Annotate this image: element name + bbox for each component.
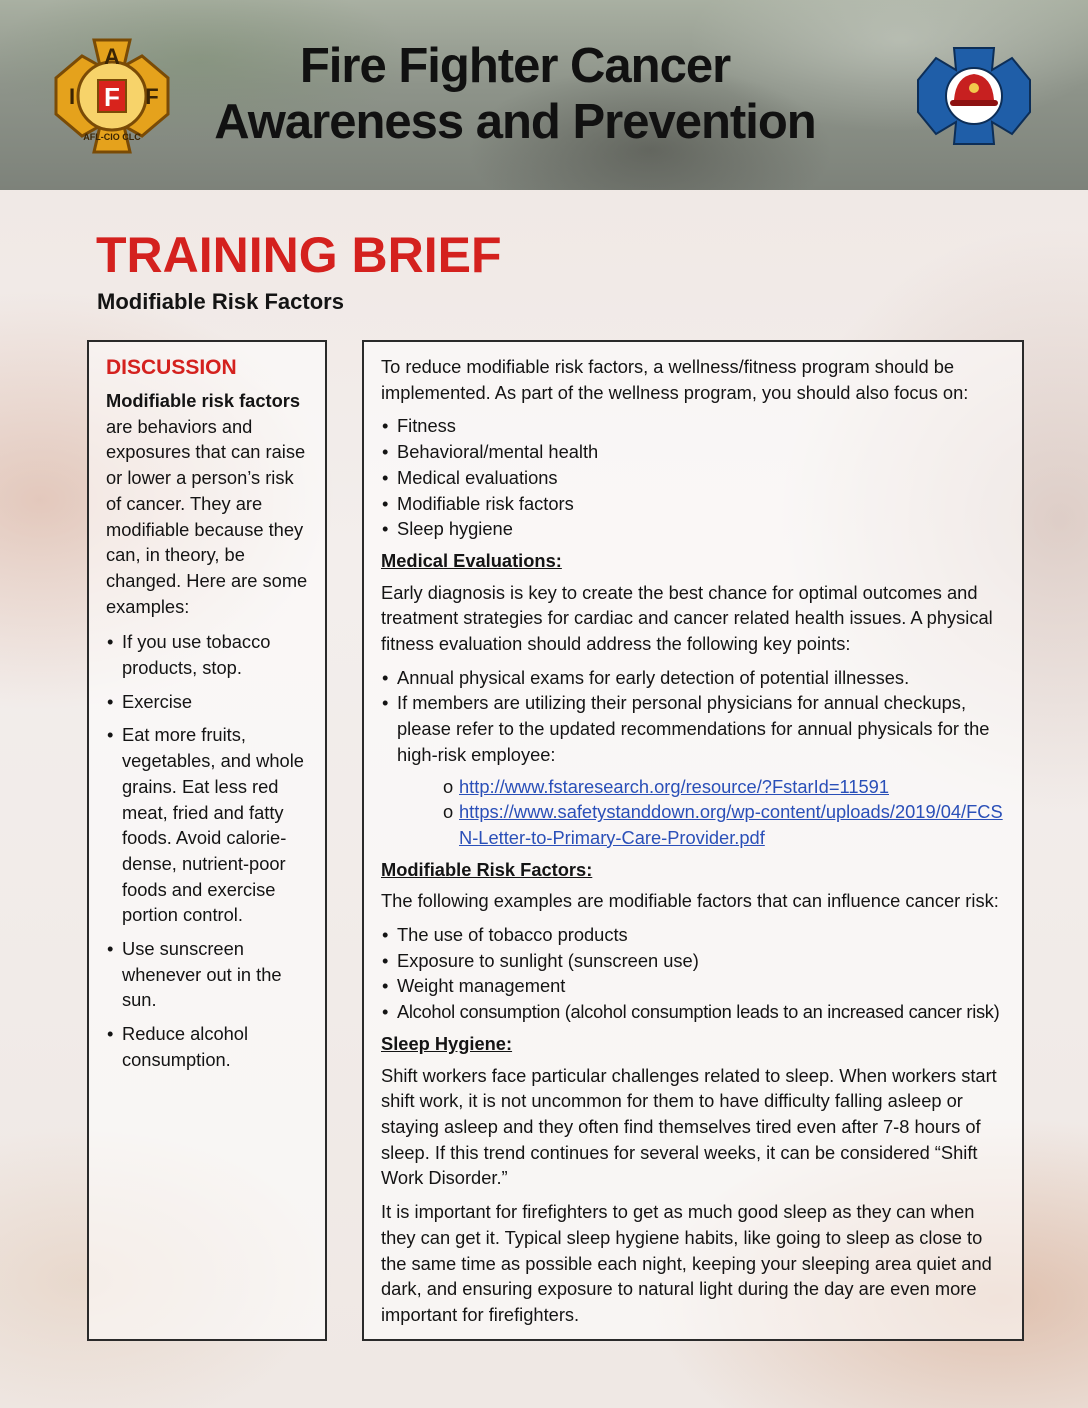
list-item: • Behavioral/mental health (381, 439, 1012, 465)
svg-text:AFL-CIO CLC: AFL-CIO CLC (83, 132, 141, 142)
list-item: • If members are utilizing their personal physicians for annual checkups, please refer to the updated recommendations for annual physicals for the high-risk employee: (381, 690, 1012, 767)
discussion-examples-list (106, 629, 311, 1072)
list-item: • Weight management (381, 973, 1012, 999)
resource-links-list (381, 774, 1012, 851)
list-item: • If you use tobacco products, stop. (106, 629, 311, 680)
list-item: • Use sunscreen whenever out in the sun. (106, 936, 311, 1013)
medical-evaluations-text: Early diagnosis is key to create the best chance for optimal outcomes and treatment strategies for cardiac and cancer related health issues. A physical fitness evaluation should address the following key points: (381, 581, 993, 655)
main-intro: To reduce modifiable risk factors, a wellness/fitness program should be implemented. As part of the wellness program, you should also focus on: (381, 356, 969, 403)
sleep-hygiene-heading: Sleep Hygiene: (381, 1032, 513, 1054)
medical-evaluations-heading: Medical Evaluations: (381, 549, 562, 571)
svg-text:F: F (145, 84, 159, 109)
main-content-panel (362, 340, 1024, 1341)
list-item: • Exposure to sunlight (sunscreen use) (381, 948, 1012, 974)
sleep-hygiene-para1: Shift workers face particular challenges related to sleep. When workers start shift work, it is not uncommon for them to have difficulty falling asleep or staying asleep and they often find themselves tired even after 7-8 hours of sleep. If this trend continues for several weeks, it can be considered “Shift Work Disorder.” (381, 1064, 997, 1189)
svg-text:A: A (104, 44, 120, 69)
discussion-intro (106, 388, 311, 619)
list-item: • Fitness (381, 413, 1012, 439)
header-title-line1: Fire Fighter Cancer (299, 39, 731, 93)
list-item: • Annual physical exams for early detection of potential illnesses. (381, 665, 1012, 691)
list-item: • The use of tobacco products (381, 922, 1012, 948)
header-banner (0, 0, 1088, 190)
modifiable-risk-factors-heading: Modifiable Risk Factors: (381, 858, 593, 880)
focus-list (381, 413, 1012, 542)
list-item: • Medical evaluations (381, 465, 1012, 491)
training-brief-subtitle: Modifiable Risk Factors (97, 289, 344, 314)
sleep-hygiene-para2: It is important for firefighters to get as much good sleep as they can when they can get it. Typical sleep hygiene habits, like going to sleep as close to the same time as possible each night, keeping your sleeping area quiet and dark, and ensuring exposure to natural light during the day are even more important for firefighters. (381, 1201, 992, 1325)
list-item: • Reduce alcohol consumption. (106, 1021, 311, 1072)
medical-evaluations-list (381, 665, 1012, 768)
fstar-resource-link[interactable]: http://www.fstaresearch.org/resource/?FstarId=11591 (459, 775, 889, 797)
discussion-intro-text: are behaviors and exposures that can raise or lower a person’s risk of cancer. They are modifiable because they can, in theory, be changed. Here are some examples: (106, 415, 308, 617)
svg-text:I: I (68, 84, 76, 109)
list-item: • Sleep hygiene (381, 516, 1012, 542)
iaff-logo-icon (50, 34, 174, 158)
list-item: • Eat more fruits, vegetables, and whole grains. Eat less red meat, fried and fatty foods. Avoid calorie-dense, nutrient-poor foods and exercise portion control. (106, 722, 311, 928)
list-item (443, 799, 1012, 850)
modifiable-risk-factors-text: The following examples are modifiable factors that can influence cancer risk: (381, 890, 999, 912)
discussion-panel (87, 340, 327, 1341)
list-item: • Alcohol consumption (alcohol consumption leads to an increased cancer risk) (381, 999, 1012, 1025)
list-item: • Exercise (106, 689, 311, 715)
header-title-line2: Awareness and Prevention (214, 95, 816, 149)
header-title (190, 38, 840, 150)
list-item (443, 774, 1012, 800)
training-brief-title: TRAINING BRIEF (96, 227, 502, 283)
modifiable-risk-factors-list (381, 922, 1012, 1025)
discussion-heading: DISCUSSION (106, 356, 237, 379)
svg-text:F: F (104, 82, 120, 112)
list-item: • Modifiable risk factors (381, 491, 1012, 517)
fcsn-logo-icon (916, 44, 1032, 148)
discussion-intro-bold: Modifiable risk factors (106, 390, 301, 411)
fcsn-letter-link[interactable]: https://www.safetystanddown.org/wp-content/uploads/2019/04/FCSN-Letter-to-Primary-Care-Provider.pdf (459, 801, 1003, 848)
